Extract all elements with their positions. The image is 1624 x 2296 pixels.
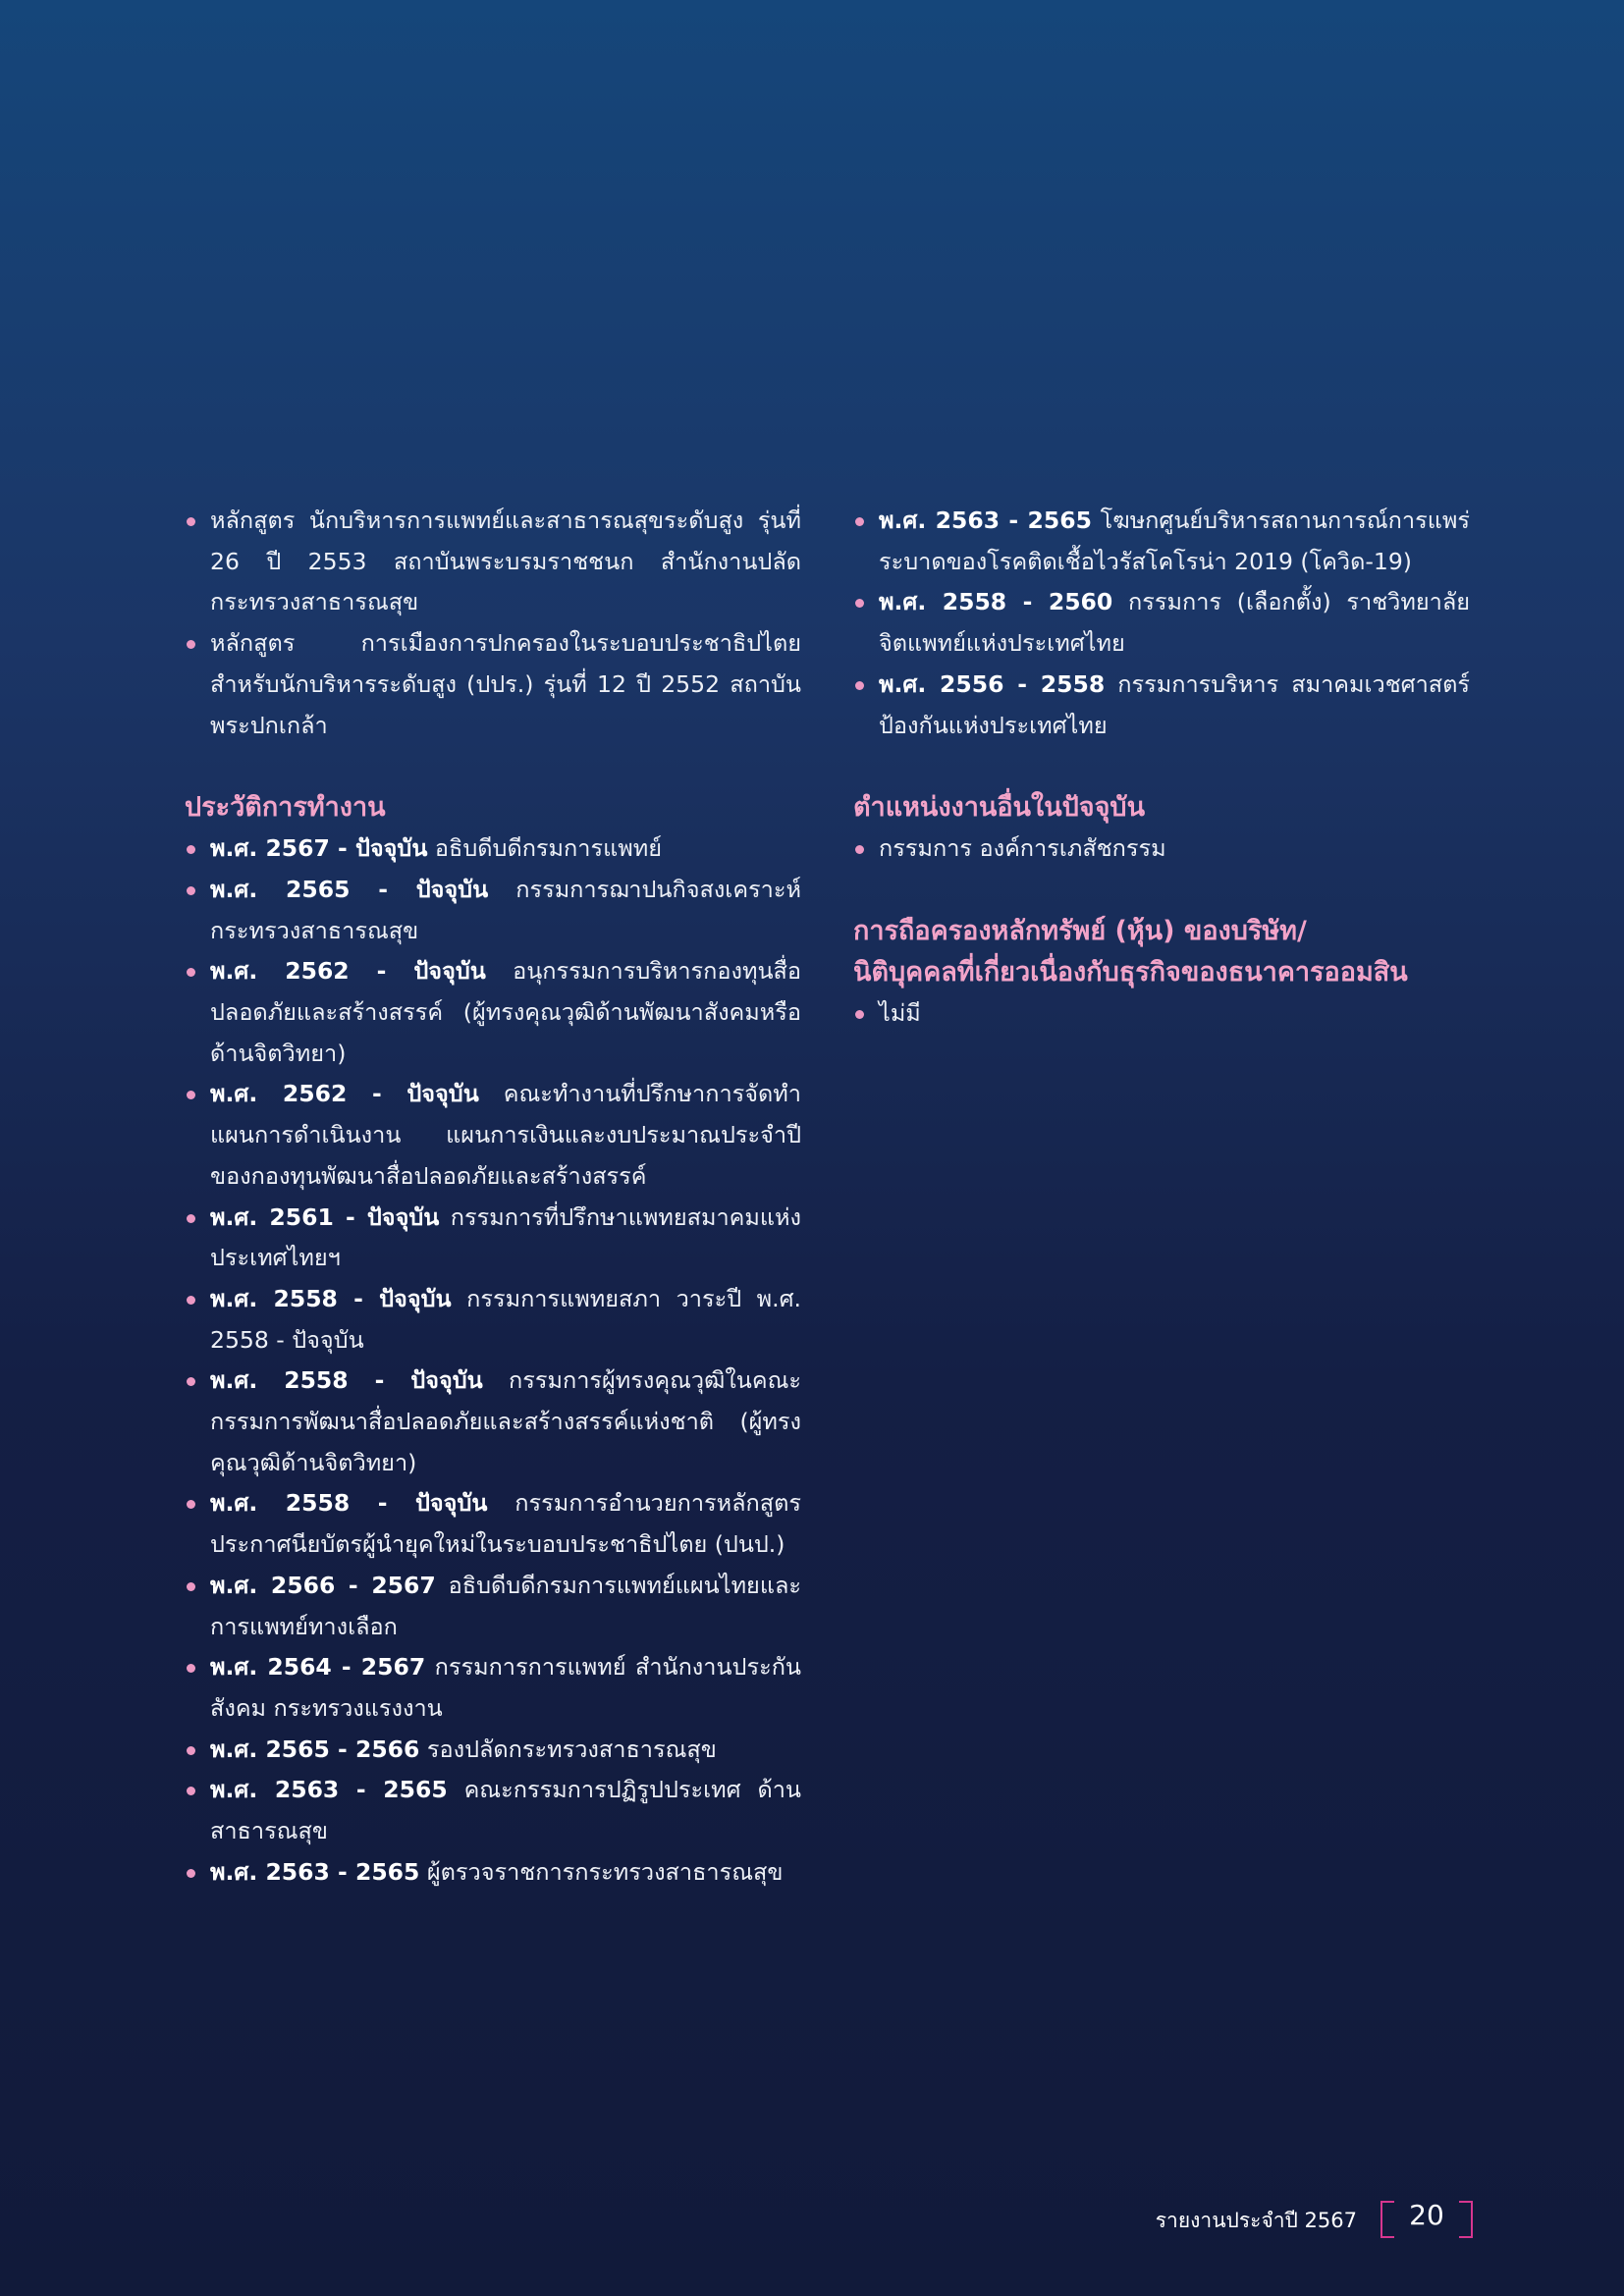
item-text: อนุกรรมการบริหารกองทุนสื่อปลอดภัยและสร้างสรรค์ (ผู้ทรงคุณวุฒิด้านพัฒนาสังคมหรือด้านจิตวิทยา) xyxy=(210,957,801,1067)
work-history-list-continued xyxy=(853,501,1470,746)
item-date-range: พ.ศ. 2556 - 2558 xyxy=(879,669,1106,698)
other-positions-list xyxy=(853,828,1470,870)
list-item xyxy=(185,1770,801,1851)
item-text: ผู้ตรวจราชการกระทรวงสาธารณสุข xyxy=(426,1857,784,1886)
item-text: อธิบดีบดีกรมการแพทย์ xyxy=(434,834,662,863)
securities-heading xyxy=(853,911,1470,993)
securities-heading-line-1: การถือครองหลักทรัพย์ (หุ้น) ของบริษัท/ xyxy=(853,915,1307,946)
item-text: หลักสูตร นักบริหารการแพทย์และสาธารณสุขระดับสูง รุ่นที่ 26 ปี 2553 สถาบันพระบรมราชชนก สำนักงานปลัดกระทรวงสาธารณสุข xyxy=(210,507,801,616)
list-item xyxy=(185,951,801,1074)
securities-list xyxy=(853,993,1470,1035)
list-item xyxy=(853,828,1470,870)
item-date-range: พ.ศ. 2565 - 2566 xyxy=(210,1735,420,1763)
item-date-range: พ.ศ. 2562 - ปัจจุบัน xyxy=(210,1080,479,1108)
item-date-range: พ.ศ. 2567 - ปัจจุบัน xyxy=(210,834,428,863)
item-date-range: พ.ศ. 2564 - 2567 xyxy=(210,1653,426,1682)
list-item xyxy=(853,501,1470,582)
item-date-range: พ.ศ. 2565 - ปัจจุบัน xyxy=(210,875,489,903)
item-text: กรรมการ (เลือกตั้ง) ราชวิทยาลัยจิตแพทย์แห่งประเทศไทย xyxy=(879,588,1470,658)
item-text: อธิบดีบดีกรมการแพทย์แผนไทยและการแพทย์ทางเลือก xyxy=(210,1571,801,1640)
list-item xyxy=(185,1361,801,1483)
item-text: คณะกรรมการปฏิรูปประเทศ ด้านสาธารณสุข xyxy=(210,1776,801,1845)
list-item xyxy=(853,665,1470,746)
item-text: กรรมการบริหาร สมาคมเวชศาสตร์ป้องกันแห่งประเทศไทย xyxy=(879,669,1470,739)
item-text: กรรมการการแพทย์ สำนักงานประกันสังคม กระทรวงแรงงาน xyxy=(210,1653,801,1722)
item-text: คณะทำงานที่ปรึกษาการจัดทำแผนการดำเนินงาน แผนการเงินและงบประมาณประจำปีของกองทุนพัฒนาสื่อปลอดภัยและสร้างสรรค์ xyxy=(210,1080,801,1190)
item-date-range: พ.ศ. 2561 - ปัจจุบัน xyxy=(210,1202,440,1231)
list-item xyxy=(185,1852,801,1894)
work-history-list xyxy=(185,828,801,1893)
item-text: โฆษกศูนย์บริหารสถานการณ์การแพร่ระบาดของโรคติดเชื้อไวรัสโคโรน่า 2019 (โควิด-19) xyxy=(879,507,1470,575)
left-bracket-decoration xyxy=(1380,2201,1394,2238)
item-date-range: พ.ศ. 2563 - 2565 xyxy=(879,507,1092,534)
list-item xyxy=(185,501,801,623)
item-text: ไม่มี xyxy=(879,998,921,1027)
item-date-range: พ.ศ. 2558 - ปัจจุบัน xyxy=(210,1284,452,1312)
work-history-heading: ประวัติการทำงาน xyxy=(185,792,386,824)
list-item xyxy=(185,1074,801,1197)
item-date-range: พ.ศ. 2563 - 2565 xyxy=(210,1776,448,1804)
item-text: กรรมการ องค์การเภสัชกรรม xyxy=(879,834,1166,863)
page-number: 20 xyxy=(1409,2199,1444,2231)
right-bracket-decoration xyxy=(1459,2201,1473,2238)
item-text: หลักสูตร การเมืองการปกครองในระบอบประชาธิปไตย สำหรับนักบริหารระดับสูง (ปปร.) รุ่นที่ 12 ปี 2552 สถาบันพระปกเกล้า xyxy=(210,629,801,739)
item-text: กรรมการผู้ทรงคุณวุฒิในคณะกรรมการพัฒนาสื่อปลอดภัยและสร้างสรรค์แห่งชาติ (ผู้ทรงคุณวุฒิด้านจิตวิทยา) xyxy=(210,1366,801,1476)
education-list xyxy=(185,501,801,746)
list-item xyxy=(185,870,801,951)
securities-heading-line-2: นิติบุคคลที่เกี่ยวเนื่องกับธุรกิจของธนาคารออมสิน xyxy=(853,956,1408,988)
list-item xyxy=(853,582,1470,664)
item-date-range: พ.ศ. 2566 - 2567 xyxy=(210,1571,436,1599)
item-date-range: พ.ศ. 2558 - ปัจจุบัน xyxy=(210,1366,483,1395)
item-date-range: พ.ศ. 2558 - ปัจจุบัน xyxy=(210,1489,488,1518)
list-item xyxy=(853,993,1470,1035)
list-item xyxy=(185,1647,801,1729)
list-item xyxy=(185,623,801,746)
item-date-range: พ.ศ. 2562 - ปัจจุบัน xyxy=(210,957,486,986)
item-text: กรรมการฌาปนกิจสงเคราะห์กระทรวงสาธารณสุข xyxy=(210,875,801,944)
list-item xyxy=(185,1566,801,1647)
item-text: กรรมการแพทยสภา วาระปี พ.ศ. 2558 - ปัจจุบัน xyxy=(210,1284,801,1354)
list-item xyxy=(185,828,801,870)
item-date-range: พ.ศ. 2563 - 2565 xyxy=(210,1857,420,1886)
item-text: กรรมการที่ปรึกษาแพทยสมาคมแห่งประเทศไทยฯ xyxy=(210,1202,801,1272)
list-item xyxy=(185,1483,801,1565)
list-item xyxy=(185,1279,801,1361)
left-column xyxy=(185,501,801,1894)
page-footer xyxy=(1155,2199,1473,2238)
list-item xyxy=(185,1198,801,1279)
report-title: รายงานประจำปี 2567 xyxy=(1155,2209,1357,2232)
item-date-range: พ.ศ. 2558 - 2560 xyxy=(879,588,1113,616)
other-positions-heading: ตำแหน่งงานอื่นในปัจจุบัน xyxy=(853,792,1146,824)
item-text: กรรมการอำนวยการหลักสูตรประกาศนียบัตรผู้นำยุคใหม่ในระบอบประชาธิปไตย (ปนป.) xyxy=(210,1489,801,1559)
item-text: รองปลัดกระทรวงสาธารณสุข xyxy=(426,1735,717,1763)
right-column xyxy=(853,501,1470,1035)
list-item xyxy=(185,1730,801,1771)
